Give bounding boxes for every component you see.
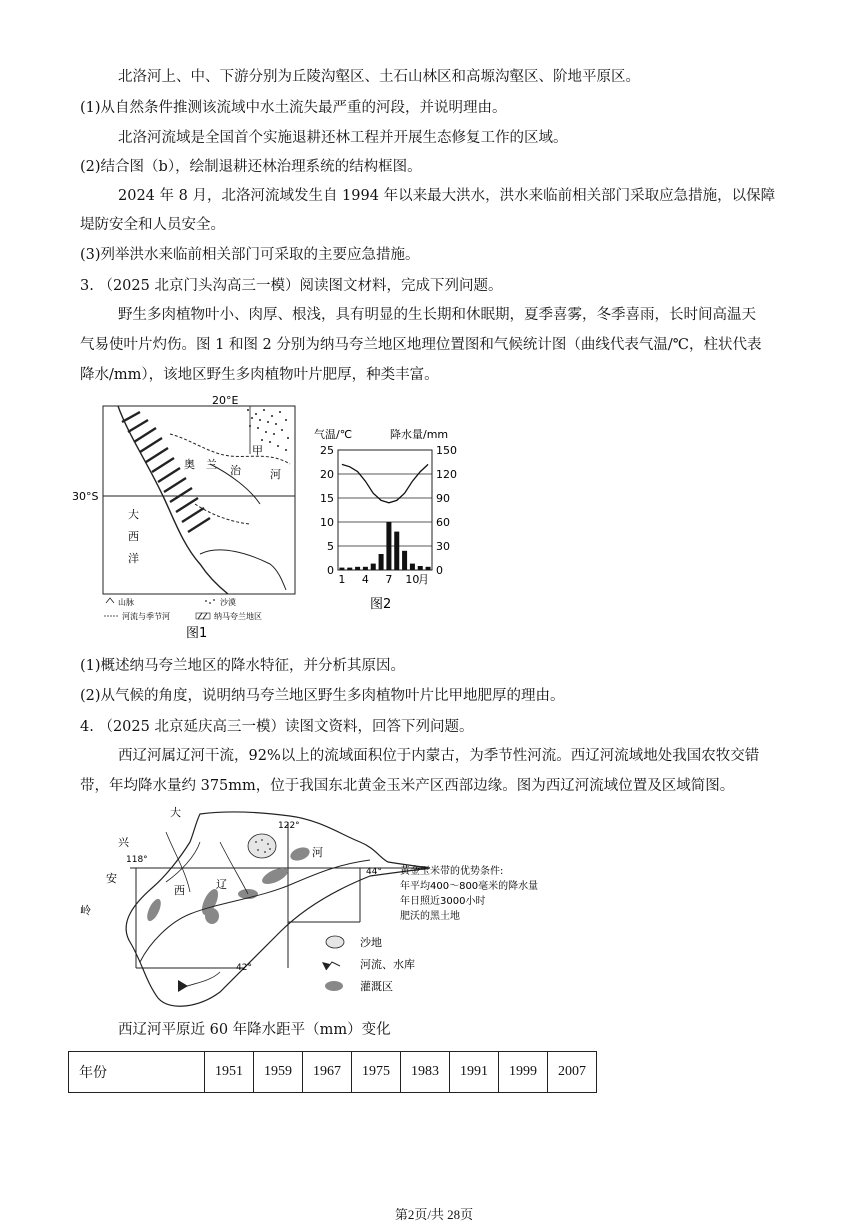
question-line: (1)概述纳马夸兰地区的降水特征，并分析其原因。 [80,658,406,674]
text-line: 带，年均降水量约 375mm，位于我国东北黄金玉米产区西部边缘。图为西辽河流域位置及区域简图。 [80,778,735,794]
y-left-tick-label: 25 [320,444,334,457]
y-right-tick-label: 30 [436,540,450,553]
y-right-tick-label: 0 [436,564,443,577]
river-label: 治 [230,464,241,477]
river-label: 河 [270,468,281,481]
x-tick-label: 7 [385,573,393,586]
question-line: (1)从自然条件推测该流域中水土流失最严重的河段，并说明理由。 [80,100,507,116]
text-line: 北洛河流域是全国首个实施退耕还林工程并开展生态修复工作的区域。 [118,130,568,146]
y-right-tick-label: 90 [436,492,450,505]
table-row [69,1052,597,1093]
question-line: (3)列举洪水来临前相关部门可采取的主要应急措施。 [80,247,420,263]
river-label: 奥 [184,458,195,471]
climate-chart [310,420,470,615]
legend-label: 灌溉区 [360,980,393,993]
coord-label: 122° [278,821,300,831]
coord-label: 118° [126,855,148,865]
lat-label: 30°S [72,490,99,503]
chart-title: 图2 [370,597,392,612]
table-caption: 西辽河平原近 60 年降水距平（mm）变化 [118,1022,391,1038]
sand-legend-icon [326,936,344,948]
table-cell: 1983 [401,1052,450,1093]
ocean-label: 洋 [128,552,139,565]
precip-bar [379,554,384,570]
y-right-tick-label: 120 [436,468,457,481]
legend-label: 纳马夸兰地区 [214,612,262,621]
place-label: 大 [170,806,181,819]
precip-bar [410,564,415,570]
lon-label: 20°E [212,394,239,407]
text-line: 堤防安全和人员安全。 [80,217,225,233]
legend-label: 河流与季节河 [122,612,170,621]
river-label: 兰 [206,458,217,471]
legend-label: 河流、水库 [360,958,415,971]
place-label: 兴 [118,836,129,849]
rainfall-anomaly-table [68,1051,597,1093]
precip-bar [339,568,344,570]
river-label: 辽 [216,878,227,891]
y-left-tick-label: 20 [320,468,334,481]
precip-bar [386,522,391,570]
precip-bar [355,567,360,570]
info-line: 年日照近3000小时 [400,896,486,907]
place-label: 岭 [80,904,91,917]
problem-heading: 3. （2025 北京门头沟高三一模）阅读图文材料，完成下列问题。 [80,278,503,294]
precip-bar [371,564,376,570]
info-title: 黄金玉米带的优势条件: [400,866,504,877]
table-cell: 2007 [548,1052,597,1093]
ocean-label: 西 [128,530,139,543]
y-left-label: 气温/℃ [314,428,353,441]
x-tick-label: 1 [338,573,346,586]
precip-bar [402,551,407,570]
page-footer: 第2页/共 28页 [394,1207,474,1222]
text-line: 野生多肉植物叶小、肉厚、根浅，具有明显的生长期和休眠期，夏季喜雾，冬季喜雨，长时间高温天 [118,307,756,323]
x-tick-label: 4 [361,573,369,586]
temperature-line [342,464,428,502]
legend-label: 沙地 [360,936,382,949]
coord-label: 42° [236,963,252,973]
precip-bar [418,566,423,570]
precip-bar [426,567,431,570]
precip-bar [363,567,368,570]
y-left-tick-label: 0 [327,564,334,577]
y-right-tick-label: 150 [436,444,457,457]
question-line: (2)从气候的角度，说明纳马夸兰地区野生多肉植物叶片比甲地肥厚的理由。 [80,688,565,704]
x-axis-label: 月 [418,573,429,586]
table-cell: 1999 [499,1052,548,1093]
problem-heading: 4. （2025 北京延庆高三一模）读图文资料，回答下列问题。 [80,719,474,735]
table-cell: 1967 [303,1052,352,1093]
figure-caption: 图1 [186,626,208,641]
ocean-label: 大 [128,508,139,521]
coord-label: 44° [366,867,382,877]
namaqualand-map [72,394,300,641]
y-right-tick-label: 60 [436,516,450,529]
precip-bar [347,568,352,570]
river-label: 西 [174,884,185,897]
irrigation-legend-icon [325,981,343,991]
river-label: 河 [312,846,323,859]
legend-label: 山脉 [118,598,134,607]
table-cell: 1991 [450,1052,499,1093]
legend-label: 沙漠 [220,598,236,607]
text-line: 西辽河属辽河干流，92%以上的流域面积位于内蒙古，为季节性河流。西辽河流域地处我国农牧交错 [118,748,760,764]
table-cell: 1975 [352,1052,401,1093]
x-tick-label: 10 [405,573,420,586]
xiliao-map [70,802,590,1020]
text-line: 降水/mm），该地区野生多肉植物叶片肥厚，种类丰富。 [80,367,439,383]
table-cell: 1959 [254,1052,303,1093]
marker-label: 甲 [252,444,263,457]
question-line: (2)结合图（b），绘制退耕还林治理系统的结构框图。 [80,159,422,175]
y-right-label: 降水量/mm [390,428,449,441]
info-line: 肥沃的黑土地 [400,911,460,922]
text-line: 气易使叶片灼伤。图 1 和图 2 分别为纳马夸兰地区地理位置图和气候统计图（曲线代表气温/℃，柱状代表 [80,337,762,353]
table-cell: 1951 [205,1052,254,1093]
text-line: 2024 年 8 月，北洛河流域发生自 1994 年以来最大洪水，洪水来临前相关部门采取应急措施，以保障 [118,188,776,204]
precip-bar [394,532,399,570]
y-left-tick-label: 15 [320,492,334,505]
place-label: 安 [106,872,117,885]
y-left-tick-label: 10 [320,516,334,529]
info-line: 年平均400～800毫米的降水量 [400,881,539,892]
table-header-cell: 年份 [69,1052,205,1093]
text-line: 北洛河上、中、下游分别为丘陵沟壑区、土石山林区和高塬沟壑区、阶地平原区。 [118,69,640,85]
y-left-tick-label: 5 [327,540,334,553]
